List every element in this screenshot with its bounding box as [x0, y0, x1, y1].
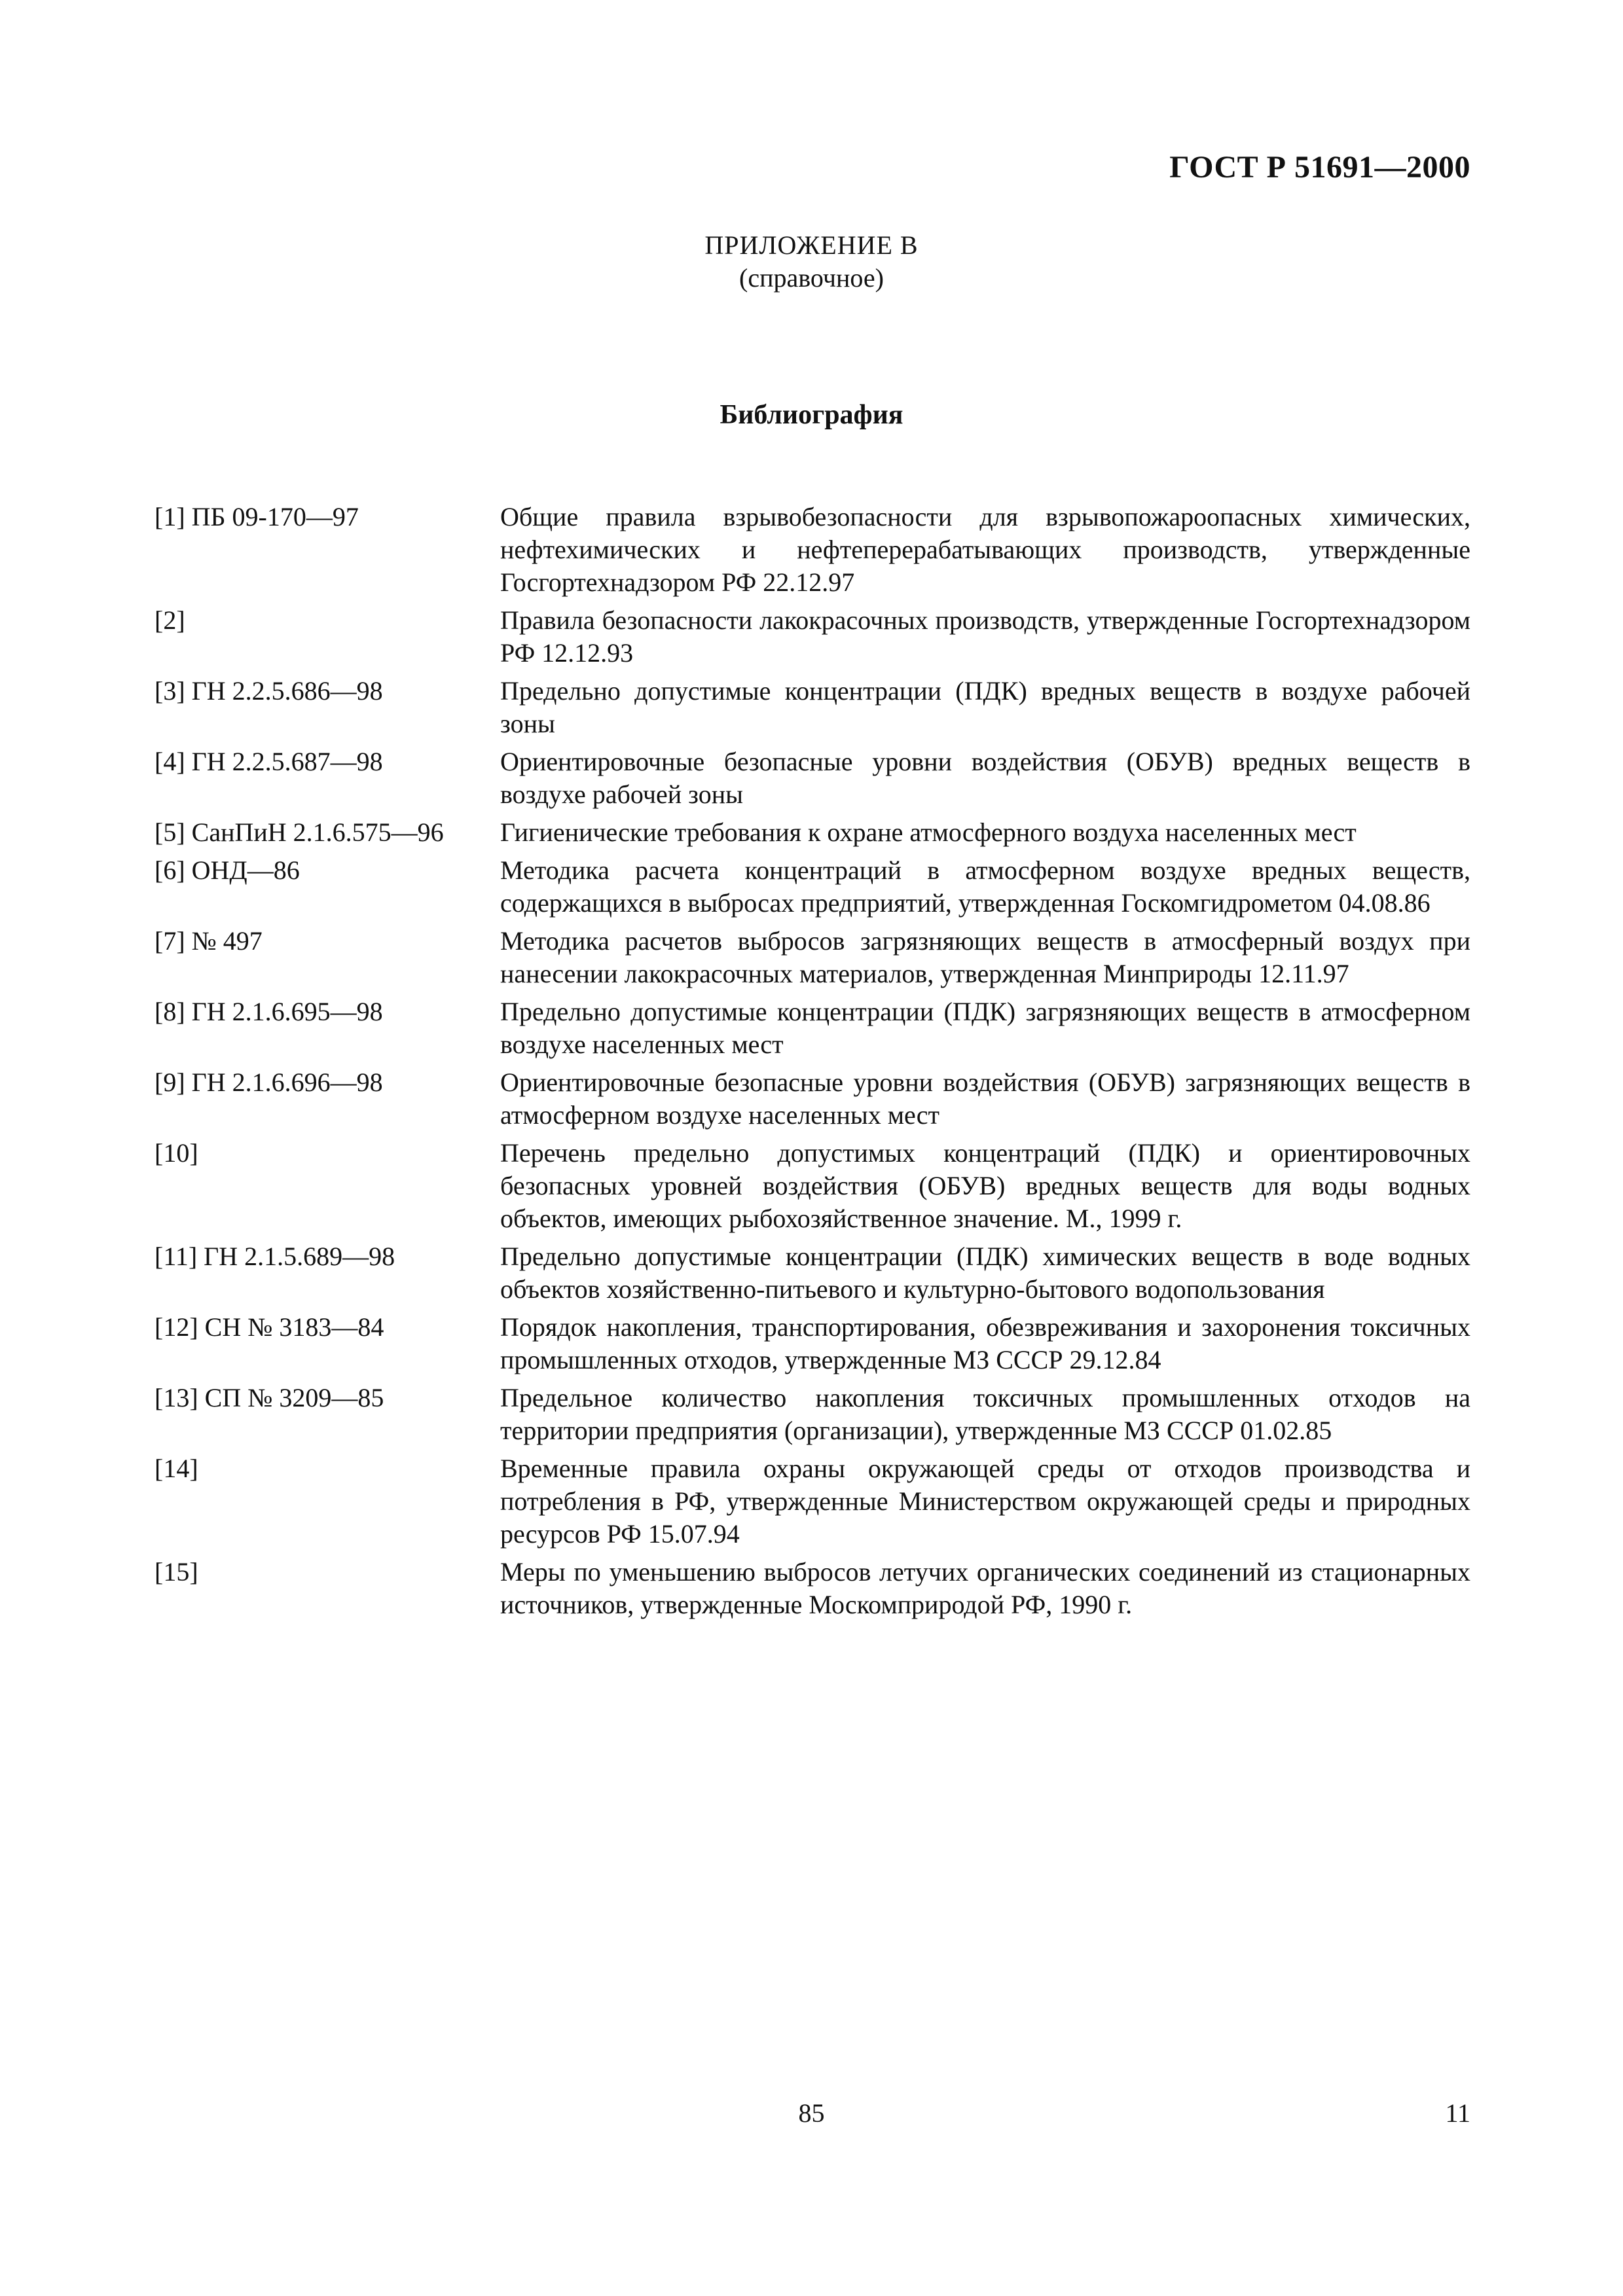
bibliography-text: Перечень предельно допустимых концентраций (ПДК) и ориентировочных безопасных уровней воздействия (ОБУВ) вредных веществ для воды водных объектов, имеющих рыбохозяйственное значение. М., 1999 г. — [500, 1138, 1470, 1233]
bibliography-text: Гигиенические требования к охране атмосферного воздуха населенных мест — [500, 817, 1357, 847]
bibliography-list — [155, 501, 1470, 1626]
bibliography-entry — [155, 854, 1470, 920]
bibliography-text: Предельно допустимые концентрации (ПДК) вредных веществ в воздухе рабочей зоны — [500, 676, 1470, 738]
bibliography-entry — [155, 501, 1470, 599]
page-number-center: 85 — [798, 2098, 825, 2128]
bibliography-entry — [155, 816, 1470, 849]
bibliography-ref: [8] ГН 2.1.6.695—98 — [155, 997, 383, 1026]
bibliography-entry — [155, 1311, 1470, 1376]
bibliography-ref: [9] ГН 2.1.6.696—98 — [155, 1067, 383, 1097]
bibliography-text: Правила безопасности лакокрасочных производств, утвержденные Госгортехнадзором РФ 12.12.93 — [500, 605, 1470, 668]
bibliography-ref: [5] СанПиН 2.1.6.575—96 — [155, 817, 444, 847]
bibliography-text: Предельно допустимые концентрации (ПДК) загрязняющих веществ в атмосферном воздухе населенных мест — [500, 997, 1470, 1059]
bibliography-entry — [155, 1382, 1470, 1447]
bibliography-entry — [155, 1452, 1470, 1551]
appendix-title: ПРИЛОЖЕНИЕ В — [704, 230, 919, 260]
bibliography-ref: [6] ОНД—86 — [155, 855, 300, 885]
bibliography-text: Предельно допустимые концентрации (ПДК) химических веществ в воде водных объектов хозяйственно-питьевого и культурно-бытового водопользования — [500, 1242, 1470, 1304]
bibliography-entry — [155, 1556, 1470, 1621]
bibliography-entry — [155, 1240, 1470, 1306]
bibliography-text: Ориентировочные безопасные уровни воздействия (ОБУВ) вредных веществ в воздухе рабочей зоны — [500, 747, 1470, 809]
bibliography-entry — [155, 1066, 1470, 1132]
document-code: ГОСТ Р 51691—2000 — [1169, 150, 1470, 185]
bibliography-ref: [14] — [155, 1454, 198, 1483]
bibliography-entry — [155, 996, 1470, 1061]
bibliography-text: Временные правила охраны окружающей среды от отходов производства и потребления в РФ, утвержденные Министерством окружающей среды и природных ресурсов РФ 15.07.94 — [500, 1454, 1470, 1549]
bibliography-ref: [1] ПБ 09-170—97 — [155, 502, 359, 531]
bibliography-entry — [155, 925, 1470, 990]
bibliography-ref: [4] ГН 2.2.5.687—98 — [155, 747, 383, 776]
bibliography-text: Общие правила взрывобезопасности для взрывопожароопасных химических, нефтехимических и нефтеперерабатывающих производств, утвержденные Госгортехнадзором РФ 22.12.97 — [500, 502, 1470, 597]
bibliography-ref: [13] СП № 3209—85 — [155, 1383, 384, 1412]
bibliography-entry — [155, 1137, 1470, 1235]
appendix-heading — [0, 229, 1623, 295]
page-number-right: 11 — [1445, 2098, 1470, 2128]
bibliography-entry — [155, 745, 1470, 811]
bibliography-ref: [10] — [155, 1138, 198, 1168]
bibliography-ref: [15] — [155, 1557, 198, 1587]
bibliography-text: Предельное количество накопления токсичных промышленных отходов на территории предприятия (организации), утвержденные МЗ СССР 01.02.85 — [500, 1383, 1470, 1445]
bibliography-text: Ориентировочные безопасные уровни воздействия (ОБУВ) загрязняющих веществ в атмосферном воздухе населенных мест — [500, 1067, 1470, 1130]
bibliography-ref: [11] ГН 2.1.5.689—98 — [155, 1242, 395, 1271]
bibliography-entry — [155, 675, 1470, 740]
bibliography-text: Методика расчетов выбросов загрязняющих веществ в атмосферный воздух при нанесении лакокрасочных материалов, утвержденная Минприроды 12.11.97 — [500, 926, 1470, 988]
bibliography-ref: [12] СН № 3183—84 — [155, 1312, 384, 1342]
bibliography-ref: [3] ГН 2.2.5.686—98 — [155, 676, 383, 706]
bibliography-ref: [7] № 497 — [155, 926, 263, 956]
bibliography-entry — [155, 604, 1470, 670]
bibliography-text: Меры по уменьшению выбросов летучих органических соединений из стационарных источников, утвержденные Москомприродой РФ, 1990 г. — [500, 1557, 1470, 1619]
bibliography-text: Методика расчета концентраций в атмосферном воздухе вредных веществ, содержащихся в выбросах предприятий, утвержденная Госкомгидрометом 04.08.86 — [500, 855, 1470, 918]
section-title: Библиография — [720, 400, 903, 430]
bibliography-ref: [2] — [155, 605, 185, 635]
bibliography-text: Порядок накопления, транспортирования, обезвреживания и захоронения токсичных промышленных отходов, утвержденные МЗ СССР 29.12.84 — [500, 1312, 1470, 1374]
appendix-subtitle: (справочное) — [739, 263, 884, 293]
